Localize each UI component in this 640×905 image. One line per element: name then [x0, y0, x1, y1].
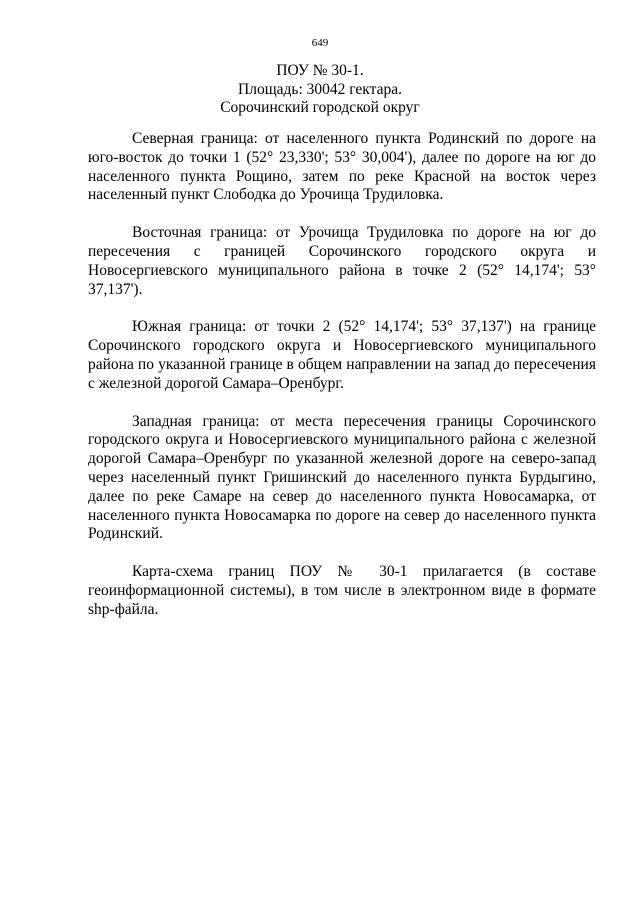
document-body: [88, 130, 596, 639]
paragraph-western-boundary: Западная граница: от места пересечения границы Сорочинского городского округа и Новосергиевского муниципального района с железной дорогой Самара–Оренбург по указанной железной дороге на северо-запад через населенный пункт Гришинский до населенного пункта Бурдыгино, далее по реке Самаре на север до населенного пункта Новосамарка, от населенного пункта Новосамарка по дороге на север до населенного пункта Родинский.: [88, 412, 596, 543]
title-block: [0, 62, 640, 118]
title-line-area: Площадь: 30042 гектара.: [238, 80, 402, 98]
title-line-district: Сорочинский городской округ: [220, 99, 420, 116]
paragraph-southern-boundary: Южная граница: от точки 2 (52° 14,174'; 53° 37,137') на границе Сорочинского городского округа и Новосергиевского муниципального района по указанной границе в общем направлении на запад до пересечения с железной дорогой Самара–Оренбург.: [88, 318, 596, 392]
paragraph-northern-boundary: Северная граница: от населенного пункта Родинский по дороге на юго-восток до точки 1 (52° 23,330'; 53° 30,004'), далее по дороге на юг до населенного пункта Рощино, затем по реке Красной на восток через населенный пункт Слободка до Урочища Трудиловка.: [88, 130, 596, 204]
paragraph-eastern-boundary: Восточная граница: от Урочища Трудиловка по дороге на юг до пересечения с границей Сорочинского городского округа и Новосергиевского муниципального района в точке 2 (52° 14,174'; 53° 37,137').: [88, 224, 596, 298]
title-line-pou: ПОУ № 30-1.: [276, 62, 364, 79]
page-number: 649: [311, 37, 329, 49]
paragraph-map-scheme: Карта-схема границ ПОУ № 30-1 прилагается (в составе геоинформационной системы), в том числе в электронном виде в формате shp-файла.: [88, 563, 596, 618]
